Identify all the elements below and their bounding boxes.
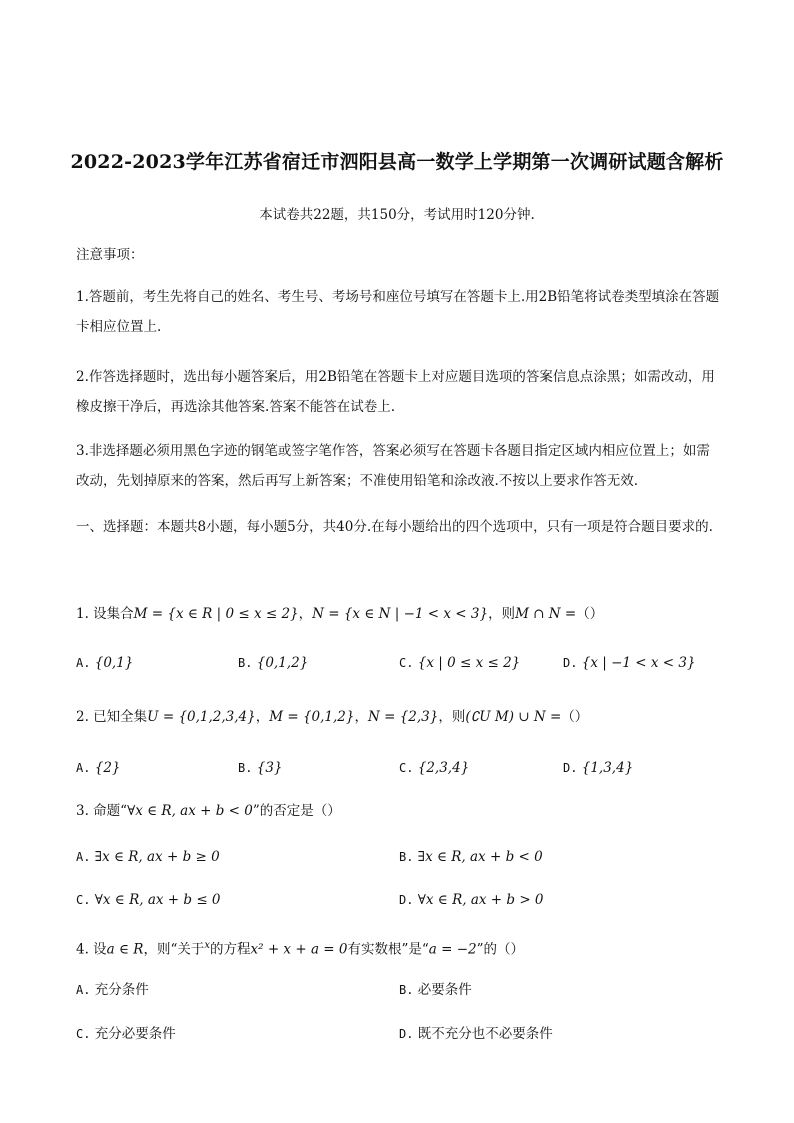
option-text: 充分必要条件 <box>94 1026 176 1042</box>
q4-mid-1: ，则“关于 <box>143 941 205 958</box>
q1-expression: M ∩ N = <box>515 606 577 622</box>
q2-set-m: M = {0,1,2} <box>269 709 355 725</box>
q4-variable: a ∈ R <box>106 941 144 958</box>
q1-option-b <box>238 652 308 674</box>
q1-set-m: M = {x ∈ R | 0 ≤ x ≤ 2} <box>133 606 299 622</box>
option-text: ∀x ∈ R, ax + b > 0 <box>417 892 544 908</box>
q1-mid: ，则 <box>488 606 516 622</box>
q2-option-a <box>76 757 121 779</box>
q1-suffix: （） <box>576 606 604 622</box>
question-3 <box>76 800 341 822</box>
q4-prefix: 4. 设 <box>76 941 107 958</box>
q4-mid-3: 有实数根”是“ <box>347 941 429 958</box>
option-label: D. <box>563 761 578 775</box>
option-text: 必要条件 <box>417 982 472 998</box>
option-label: C. <box>76 1027 91 1041</box>
q3-proposition: ∀x ∈ R, ax + b < 0 <box>127 803 253 819</box>
q2-prefix: 2. 已知全集 <box>76 709 148 725</box>
notice-item-1: 1.答题前，考生先将自己的姓名、考生号、考场号和座位号填写在答题卡上.用2B铅笔将试卷类型填涂在答题卡相应位置上. <box>76 289 720 335</box>
q1-separator: ， <box>298 606 313 622</box>
q3-suffix: ”的否定是（） <box>252 803 341 819</box>
option-text: {3} <box>256 760 283 776</box>
q4-mid-2: 的方程 <box>210 941 251 958</box>
q4-x: x <box>204 940 211 951</box>
q2-option-d <box>563 757 633 779</box>
q4-suffix: ”的（） <box>476 941 525 958</box>
q4-option-b <box>399 979 472 1001</box>
option-label: C. <box>399 656 414 670</box>
question-1 <box>76 603 603 625</box>
q4-equation: x² + x + a = 0 <box>250 941 348 958</box>
q2-separator-1: ， <box>255 709 270 725</box>
q1-set-n: N = {x ∈ N | −1 < x < 3} <box>312 606 489 622</box>
q2-mid: ，则 <box>438 709 466 725</box>
option-text: {0,1} <box>94 655 134 671</box>
option-text: {x | 0 ≤ x ≤ 2} <box>417 655 521 671</box>
option-label: B. <box>238 761 253 775</box>
option-label: D. <box>563 656 578 670</box>
q2-separator-2: ， <box>354 709 368 725</box>
q3-option-b <box>399 846 543 868</box>
option-text: {0,1,2} <box>256 655 309 671</box>
option-text: ∃x ∈ R, ax + b ≥ 0 <box>94 849 220 865</box>
q2-set-n: N = {2,3} <box>367 709 439 725</box>
page-title: 2022-2023学年江苏省宿迁市泗阳县高一数学上学期第一次调研试题含解析 <box>70 151 724 173</box>
q1-option-d <box>563 652 696 674</box>
question-4 <box>76 935 524 961</box>
option-label: A. <box>76 850 91 864</box>
option-label: B. <box>399 983 414 997</box>
q3-option-c <box>76 889 221 911</box>
option-label: C. <box>399 761 414 775</box>
option-label: D. <box>399 1027 414 1041</box>
option-text: {2} <box>94 760 121 776</box>
q1-option-c <box>399 652 520 674</box>
q4-condition: a = −2 <box>428 941 477 958</box>
option-label: A. <box>76 983 91 997</box>
q4-option-d <box>399 1023 553 1045</box>
option-label: C. <box>76 893 91 907</box>
option-text: ∃x ∈ R, ax + b < 0 <box>417 849 543 865</box>
q1-prefix: 1. 设集合 <box>76 606 134 622</box>
option-label: A. <box>76 761 91 775</box>
notice-heading: 注意事项： <box>76 247 144 263</box>
option-text: 充分条件 <box>94 982 149 998</box>
notice-item-2: 2.作答选择题时，选出每小题答案后，用2B铅笔在答题卡上对应题目选项的答案信息点涂黑；如需改动，用橡皮擦干净后，再选涂其他答案.答案不能答在试卷上. <box>76 369 715 415</box>
q3-option-a <box>76 846 220 868</box>
option-text: ∀x ∈ R, ax + b ≤ 0 <box>94 892 221 908</box>
option-text: {2,3,4} <box>417 760 470 776</box>
q4-option-c <box>76 1023 176 1045</box>
option-text: 既不充分也不必要条件 <box>417 1026 553 1042</box>
exam-info: 本试卷共22题，共150分，考试用时120分钟. <box>259 207 535 223</box>
option-label: B. <box>399 850 414 864</box>
q2-expression: (∁U M) ∪ N = <box>465 709 562 725</box>
q4-option-a <box>76 979 149 1001</box>
q2-suffix: （） <box>561 709 589 725</box>
q3-option-d <box>399 889 544 911</box>
q2-set-u: U = {0,1,2,3,4} <box>147 709 256 725</box>
notice-item-3: 3.非选择题必须用黑色字迹的钢笔或签字笔作答，答案必须写在答题卡各题目指定区域内相应位置上；如需改动，先划掉原来的答案，然后再写上新答案；不准使用铅笔和涂改液.不按以上要求作答无效. <box>76 443 710 489</box>
option-text: {1,3,4} <box>581 760 634 776</box>
option-text: {x | −1 < x < 3} <box>581 655 696 671</box>
section-heading-choice: 一、选择题：本题共8小题，每小题5分，共40分.在每小题给出的四个选项中，只有一项是符合题目要求的. <box>76 519 713 535</box>
q3-prefix: 3. 命题“ <box>76 803 128 819</box>
option-label: A. <box>76 656 91 670</box>
option-label: B. <box>238 656 253 670</box>
q1-option-a <box>76 652 133 674</box>
q2-option-b <box>238 757 283 779</box>
q2-option-c <box>399 757 469 779</box>
question-2 <box>76 706 588 728</box>
option-label: D. <box>399 893 414 907</box>
